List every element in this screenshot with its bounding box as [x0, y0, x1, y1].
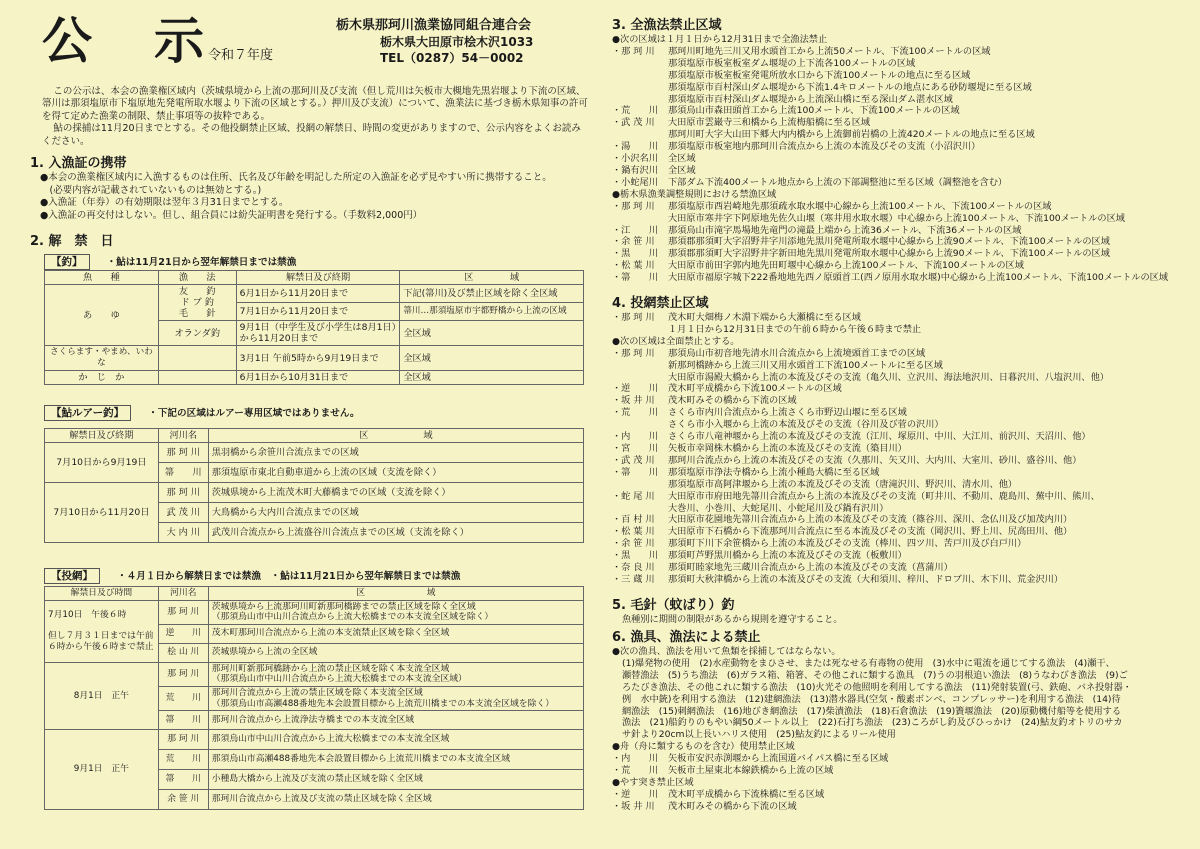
- river-cell: 荒 川: [158, 750, 208, 770]
- column-header: 解禁日及び終期: [236, 271, 400, 285]
- list-item: [612, 443, 1190, 455]
- area-text: 那須烏山市森田頭首工から上流100メートル、下流100メートルの区域: [668, 105, 960, 117]
- area-text: 那須烏山市滝字馬場地先竜門の滝最上端から上流36メートル、下流36メートルの区域: [668, 224, 1022, 236]
- area-text: 大田原市雲巌寺三和橋から上流梅船橋に至る区域: [668, 117, 871, 129]
- list-item: [612, 165, 1190, 177]
- area-text: 全区域: [668, 164, 696, 176]
- list-item: [612, 248, 1190, 260]
- section-heading: 1. 入漁証の携帯: [30, 156, 127, 171]
- table-row: [45, 371, 584, 385]
- list-item: [612, 312, 1190, 324]
- river-name: ・逆 川: [612, 383, 658, 395]
- area-text: 大田原市花園地先箒川合流点から上流の本流及びその支流（篠谷川、深川、念仏川及び加茂内川）: [668, 514, 1073, 526]
- list-item: [612, 153, 1190, 165]
- fishing-label-row: [44, 254, 296, 270]
- fishing-label: 【釣】: [44, 254, 90, 270]
- list-item: [612, 503, 1190, 515]
- area-text: 茂木町大畑梅ノ木淵下端から大瀬橋に至る区域: [668, 312, 861, 323]
- river-name: ・百 村 川: [612, 514, 655, 526]
- text-line: 例 水中銃)を利用する漁法 (12)建網漁法 (13)潜水器具(空気・酸素ボンベ、コンプレッサー)を利用する漁法 (14)待: [622, 693, 1121, 705]
- list-item: [612, 455, 1190, 467]
- list-item: [612, 801, 1190, 813]
- list-item: [612, 419, 1190, 431]
- area-text: 茂木町みその橋から下流の区域: [668, 800, 797, 812]
- area-text: 那須町下川下余笹橋から上流の本流及びその支流（棒川、四ツ川、苦戸川及び白戸川）: [668, 538, 1027, 550]
- table-row: [45, 285, 584, 303]
- list-item: [612, 129, 1190, 141]
- section-fly-fishing: [612, 598, 1190, 626]
- net-table: [44, 586, 584, 810]
- fish-name: か じ か: [45, 371, 159, 385]
- organization-tel: TEL（0287）54－0002: [380, 51, 524, 65]
- lure-note: ・下記の区域はルアー専用区域ではありません。: [148, 408, 360, 419]
- area-text: 那珂川合流点から上流の本流及びその支流（久那川、矢又川、大内川、大室川、砂川、盛谷川、他）: [668, 454, 1082, 466]
- text-line: 網漁法 (15)刺網漁法 (16)地びき網漁法 (17)柴漬漁法 (18)石倉漁法 (19)簀堰漁法 (20)原動機付船等を使用する: [622, 705, 1122, 717]
- area-cell: 茨城県境から上流茂木町大藤橋までの区域（支流を除く）: [208, 483, 583, 503]
- area-text: 那須塩原市板室板室発電所放水口から下流100メートルの地点に至る区域: [668, 69, 971, 81]
- list-item: [612, 82, 1190, 94]
- intro-paragraph: 鮎の採捕は11月20日までとする。その他投網禁止区域、投網の解禁日、時間の変更がありますので、公示内容をよくお読みください。: [42, 123, 581, 147]
- river-cell: 余 笹 川: [158, 790, 208, 810]
- fly-fishing-text: 魚種別に期間の制限があるから規則を遵守すること。: [622, 614, 843, 625]
- area-text: 矢板市安沢赤渕堰から上流国道バイパス橋に至る区域: [668, 753, 889, 765]
- area-text: 茂木町平成橋から下流株橋に至る区域: [668, 788, 825, 800]
- area-cell: 茨城県境から上流那珂川町新那珂橋跡までの禁止区域を除く全区域 （那須烏山市中山川合流点から上流大松橋までの本支流全区域を除く）: [208, 600, 583, 624]
- river-cell: 那 珂 川: [158, 600, 208, 624]
- river-cell: 那 珂 川: [158, 662, 208, 686]
- fiscal-year: 令和７年度: [208, 48, 274, 63]
- river-cell: 荒 川: [158, 686, 208, 710]
- list-item: [612, 538, 1190, 550]
- table-row: [45, 346, 584, 371]
- river-cell: 箒 川: [158, 463, 208, 483]
- area-text: 茂木町みその橋から下流の区域: [668, 395, 797, 407]
- list-item: [612, 383, 1190, 395]
- section-gear-restrictions: [612, 630, 1190, 813]
- method-cell: 友 釣 ド ブ 釣 毛 針: [158, 285, 236, 321]
- river-cell: 逆 川: [158, 624, 208, 643]
- section-lead: ●舟（舟に類するものを含む）使用禁止区域: [612, 741, 795, 753]
- river-name: ・黒 川: [612, 248, 658, 260]
- period-cell: 6月1日から10月31日まで: [236, 371, 400, 385]
- river-name: ・内 川: [612, 431, 658, 443]
- period-cell: 7月10日から11月20日: [45, 483, 159, 543]
- area-text: 大田原市寒井字下阿原地先佐久山堰（寒井用水取水堰）中心線から上流100メートル、下流100メートルの区域: [668, 212, 1125, 224]
- area-text: 那須塩原市百村深山ダム堰堤から下流1.4キロメートルの地点にある砂防堰堤に至る区域: [668, 81, 1032, 93]
- area-cell: 那須烏山市高瀬488番地先本会設置目標から上流荒川橋までの本支流全区域: [208, 750, 583, 770]
- river-name: ・余 笹 川: [612, 236, 655, 248]
- river-name: ・坂 井 川: [612, 800, 655, 812]
- area-text: 那珂川町大字大山田下郷大内内橋から上流御前岩橋の上流420メートルの地点に至る区域: [668, 129, 1035, 141]
- river-name: ・余 笹 川: [612, 538, 655, 550]
- area-cell: 那珂川町新那珂橋跡から上流の禁止区域を除く本支流全区域 （那須烏山市中山川合流点から上流大松橋までの本支流全区域）: [208, 662, 583, 686]
- text-line: ●入漁証（年券）の有効期限は翌年３月31日までとする。: [40, 197, 289, 209]
- area-cell: 箒川…那須塩原市宇都野橋から上流の区域: [400, 303, 584, 321]
- area-cell: 那珂川合流点から上流の禁止区域を除く本支流全区域 （那須烏山市高瀬488番地先本会設置目標から上流荒川橋までの本支流全区域を除く）: [208, 686, 583, 710]
- period-cell: 3月1日 午前5時から9月19日まで: [236, 346, 400, 371]
- list-item: [612, 213, 1190, 225]
- river-name: ・松 葉 川: [612, 260, 655, 272]
- area-text: 大巻川、小巻川、大蛇尾川、小蛇尾川及び鍋有沢川）: [668, 502, 889, 514]
- section-heading: 2. 解 禁 日: [30, 234, 114, 249]
- section-heading: 5. 毛針（蚊ばり）釣: [612, 598, 735, 613]
- area-text: 那須郡那須町大字沼野井字川添地先黒川発電所取水堰中心線から上流90メートル、下流100メートルの区域: [668, 236, 1110, 248]
- list-item: [612, 70, 1190, 82]
- river-name: ・奈 良 川: [612, 562, 655, 574]
- column-header: 区 域: [400, 271, 584, 285]
- lure-table: [44, 428, 584, 543]
- method-cell: オランダ釣: [158, 321, 236, 346]
- river-name: ・松 葉 川: [612, 526, 655, 538]
- river-cell: 那 珂 川: [158, 730, 208, 750]
- organization-name: 栃木県那珂川漁業協同組合連合会: [336, 18, 532, 33]
- section-all-methods-banned: [612, 18, 1190, 284]
- river-cell: 箒 川: [158, 711, 208, 730]
- river-name: ・小沢名川: [612, 153, 658, 165]
- list-item: [612, 753, 1190, 765]
- list-item: [612, 491, 1190, 503]
- section-heading: 6. 漁具、漁法による禁止: [612, 630, 761, 645]
- river-cell: 那 珂 川: [158, 443, 208, 463]
- fish-name: あ ゆ: [45, 285, 159, 346]
- list-item: [612, 105, 1190, 117]
- text-line: ●本会の漁業権区域内に入漁するものは住所、氏名及び年齢を明記した所定の入漁証を必ず見やすい所に携帯すること。: [40, 172, 552, 183]
- table-header: [45, 271, 584, 285]
- fishing-table: [44, 270, 584, 385]
- river-name: ・那 珂 川: [612, 312, 655, 323]
- area-text: 那須塩原市板室地内那珂川合流点から上流の本流及びその支流（小沼沢川）: [668, 141, 981, 153]
- river-name: ・逆 川: [612, 788, 658, 800]
- list-item: [612, 479, 1190, 491]
- list-item: [612, 574, 1190, 586]
- list-item: [612, 272, 1190, 284]
- area-text: 新那珂橋跡から上流三川又用水頭首工下流100メートルに至る区域: [668, 359, 943, 371]
- net-note: ・４月１日から解禁日までは禁漁 ・鮎は11月21日から翌年解禁日までは禁漁: [117, 571, 461, 582]
- list-item: [612, 395, 1190, 407]
- area-cell: 全区域: [400, 346, 584, 371]
- river-cell: 大 内 川: [158, 523, 208, 543]
- area-text: 那須塩原市板室板室ダム堰堤の上下流各100メートルの区域: [668, 57, 916, 69]
- list-item: [612, 324, 1190, 336]
- river-cell: 武 茂 川: [158, 503, 208, 523]
- area-cell: 那珂川合流点から上流浄法寺橋までの本支流全区域: [208, 711, 583, 730]
- column-header: 解禁日及び時間: [45, 587, 159, 601]
- list-item: [612, 141, 1190, 153]
- area-cell: 黒羽橋から余笹川合流点までの区域: [208, 443, 583, 463]
- period-cell: 7月10日 午後６時 但し７月３１日までは午前６時から午後６時まで禁止: [45, 600, 159, 662]
- text-line: ●入漁証の再交付はしない。但し、組合員には紛失証明書を発行する。（手数料2,000円）: [40, 209, 423, 221]
- river-name: ・箒 川: [612, 466, 658, 478]
- list-item: [612, 550, 1190, 562]
- area-text: 大田原市福原字城下222番地地先西ノ原頭首工(西ノ原用水取水堰)中心線から上流100メートル、下流100メートルの区域: [668, 272, 1169, 284]
- list-item: [612, 260, 1190, 272]
- river-name: ・那 珂 川: [612, 347, 655, 359]
- list-item: [612, 372, 1190, 384]
- area-cell: 那珂川合流点から上流及び支流の禁止区域を除く全区域: [208, 790, 583, 810]
- period-cell: 8月1日 正午: [45, 662, 159, 729]
- list-item: [612, 117, 1190, 129]
- river-name: ・湯 川: [612, 141, 658, 153]
- river-name: ・荒 川: [612, 105, 658, 117]
- list-item: [612, 765, 1190, 777]
- area-text: 那珂川町地先三川又用水頭首工から上流50メートル、下流100メートルの区域: [668, 45, 991, 57]
- net-label: 【投網】: [44, 568, 100, 584]
- table-row: [45, 600, 584, 624]
- table-header: [45, 429, 584, 443]
- river-cell: 箒 川: [158, 770, 208, 790]
- organization-address: 栃木県大田原市桧木沢1033: [380, 35, 534, 49]
- section-lead: ●次の漁具、漁法を用いて魚類を採捕してはならない。: [612, 646, 841, 657]
- text-line: 瀬替漁法 (5)うち漁法 (6)ガラス箱、箱箸、その他これに類する漁具 (7)うの羽根追い漁法 (8)うなわびき漁法 (9)ご: [622, 669, 1128, 681]
- column-header: 区 域: [208, 587, 583, 601]
- area-cell: 下記(箒川)及び禁止区域を除く全区域: [400, 285, 584, 303]
- river-cell: 桧 山 川: [158, 643, 208, 662]
- list-item: [612, 94, 1190, 106]
- area-text: 大田原市市府田地先箒川合流点から上流の本流及びその支流（町井川、不動川、鹿島川、蕪中川、熊川、: [668, 490, 1100, 502]
- area-text: 下部ダム下流400メートル地点から上流の下部調整池に至る区域（調整池を含む）: [668, 176, 1008, 188]
- area-cell: 茂木町那珂川合流点から上流の本支流禁止区域を除く全区域: [208, 624, 583, 643]
- river-name: ・蛇 尾 川: [612, 490, 655, 502]
- river-name: ・小蛇尾川: [612, 176, 658, 188]
- period-cell: 6月1日から11月20日まで: [236, 285, 400, 303]
- area-text: １月１日から12月31日までの午前６時から午後６時まで禁止: [668, 323, 922, 335]
- area-cell: 武茂川合流点から上流盛谷川合流点までの区域（支流を除く）: [208, 523, 583, 543]
- lure-label: 【鮎ルアー釣】: [44, 405, 131, 421]
- area-text: 大田原市前田字郭内地先田町堰中心線から上流100メートル、下流100メートルの区域: [668, 260, 1024, 272]
- text-line: サ針より20cm以上長いハリス使用 (25)鮎友釣によるリール使用: [622, 729, 896, 741]
- column-header: 区 域: [208, 429, 583, 443]
- organization-block: [336, 18, 533, 66]
- area-text: 那須塩原市高阿津堰から上流の本流及びその支流（唐滝沢川、野沢川、清水川、他）: [668, 478, 1018, 490]
- list-item: [612, 348, 1190, 360]
- river-cell: 那 珂 川: [158, 483, 208, 503]
- area-text: 那須町睦家地先三蔵川合流点から上流の本流及びその支流（菖蒲川）: [668, 562, 953, 574]
- area-text: 大田原市下石橋から下流那珂川合流点に至る本流及びその支流（岡沢川、野上川、尻高田川、他）: [668, 526, 1073, 538]
- area-text: さくら市小入堰から上流の本流及びその支流（谷川及び菅の沢川）: [668, 419, 944, 431]
- river-name: ・内 川: [612, 753, 658, 765]
- fish-name: さくらます・やまめ、いわな: [45, 346, 159, 371]
- section-lead: ●やす突き禁止区域: [612, 776, 694, 788]
- list-item: [612, 236, 1190, 248]
- period-cell: 7月1日から11月20日まで: [236, 303, 400, 321]
- column-header: 河川名: [158, 429, 208, 443]
- text-line: (必要内容が記載されていないものは無効とする。): [40, 184, 262, 196]
- list-item: [612, 562, 1190, 574]
- list-item: [612, 225, 1190, 237]
- river-name: ・宮 川: [612, 442, 658, 454]
- table-row: [45, 662, 584, 686]
- area-text: 那須塩原市百村深山ダム堰堤から上流深山橋に至る深山ダム湛水区域: [668, 93, 953, 105]
- text-line: ろたびき漁法、その他これに類する漁法 (10)火光その他照明を利用してする漁法 (11)発射装置(弓、鉄砲、バネ投射器・: [622, 681, 1132, 693]
- list-item: [612, 201, 1190, 213]
- list-item: [612, 431, 1190, 443]
- river-name: ・黒 川: [612, 550, 658, 562]
- area-cell: 全区域: [400, 371, 584, 385]
- text-line: 漁法 (21)船釣りのもやい綱50メートル以上 (22)石打ち漁法 (23)ころがし釣及びひっかけ (24)鮎友釣オトリのサカ: [622, 717, 1123, 729]
- river-name: ・武 茂 川: [612, 117, 655, 129]
- column-header: 漁 法: [158, 271, 236, 285]
- table-header: [45, 587, 584, 601]
- river-name: ・箒 川: [612, 272, 658, 284]
- area-cell: 那須塩原市東北自動車道から上流の区域（支流を除く）: [208, 463, 583, 483]
- area-text: 那須郡那須町大字沼野井字新田地先黒川発電所取水堰中心線から上流90メートル、下流100メートルの区域: [668, 248, 1110, 260]
- river-name: ・荒 川: [612, 765, 658, 777]
- period-cell: 9月1日 正午: [45, 730, 159, 810]
- area-text: さくら市八竜神堰から上流の本流及びその支流（江川、塚原川、中川、大江川、前沢川、天沼川、他）: [668, 431, 1091, 443]
- period-cell: 9月1日（中学生及び小学生は8月1日）から11月20日まで: [236, 321, 400, 346]
- list-item: [612, 467, 1190, 479]
- period-cell: 7月10日から9月19日: [45, 443, 159, 483]
- river-name: ・武 茂 川: [612, 454, 655, 466]
- list-item: [612, 360, 1190, 372]
- lure-label-row: [44, 405, 360, 421]
- list-item: [612, 407, 1190, 419]
- area-text: 那須塩原市西岩崎地先那須疏水取水堰中心線から上流100メートル、下流100メートルの区域: [668, 200, 1052, 212]
- river-name: ・江 川: [612, 224, 658, 236]
- area-cell: 大鳥橋から大内川合流点までの区域: [208, 503, 583, 523]
- list-item: [612, 526, 1190, 538]
- list-item: [612, 177, 1190, 189]
- river-name: ・那 珂 川: [612, 45, 655, 57]
- section-heading: 4. 投網禁止区域: [612, 296, 709, 311]
- area-text: 矢板市幸岡株木橋から上流の本流及びその支流（築目川）: [668, 442, 907, 454]
- river-name: ・鍋有沢川: [612, 164, 658, 176]
- area-cell: 那須烏山市中山川合流点から上流大松橋までの本支流全区域: [208, 730, 583, 750]
- net-label-row: [44, 568, 460, 584]
- river-name: ・三 蔵 川: [612, 573, 655, 585]
- area-cell: 小種島大橋から上流及び支流の禁止区域を除く全区域: [208, 770, 583, 790]
- area-text: 全区域: [668, 153, 696, 165]
- table-row: [45, 483, 584, 503]
- area-text: 那須町大秋津橋から上流の本流及びその支流（大和須川、梓川、ドロブ川、木下川、荒金沢川）: [668, 573, 1064, 585]
- column-header: 解禁日及び終期: [45, 429, 159, 443]
- fishing-note: ・鮎は11月21日から翌年解禁日までは禁漁: [106, 257, 297, 268]
- list-item: [612, 58, 1190, 70]
- list-item: [612, 514, 1190, 526]
- section-net-banned: [612, 296, 1190, 586]
- section-entry-permit: [30, 156, 590, 222]
- column-header: 河川名: [158, 587, 208, 601]
- column-header: 魚 種: [45, 271, 159, 285]
- area-text: 茂木町平成橋から下流100メートルの区域: [668, 383, 842, 395]
- intro-paragraph: この公示は、本会の漁業権区域内（茨城県境から上流の那珂川及び支流（但し荒川は矢板市大槻地先黒岩堰より下流の区域、箒川は那須塩原市下塩原地先発電所取水堰より下流の区域とする。）押川及び支流）について、漁業法に基づき栃木県知事の許可を得て定めた漁業の制限、禁止事項等の抜粋である。: [42, 86, 588, 122]
- page-title: 公 示: [42, 11, 210, 70]
- river-name: ・坂 井 川: [612, 395, 655, 407]
- text-line: (1)爆発物の使用 (2)水産動物をまひさせ、または死なせる有毒物の使用 (3)水中に電流を通じてする漁法 (4)瀬干、: [622, 657, 1115, 669]
- list-item: [612, 46, 1190, 58]
- table-row: [45, 730, 584, 750]
- river-name: ・那 珂 川: [612, 200, 655, 212]
- section-lead: ●栃木県漁業調整規則における禁漁区域: [612, 188, 777, 200]
- area-text: 那須塩原市浄法寺橋から上流小種島大橋に至る区域: [668, 466, 880, 478]
- area-text: 那須町芦野黒川橋から上流の本流及びその支流（板敷川）: [668, 550, 907, 562]
- area-cell: 全区域: [400, 321, 584, 346]
- section-lead: ●次の区域は１月１日から12月31日まで全漁法禁止: [612, 34, 828, 45]
- river-name: ・荒 川: [612, 407, 658, 419]
- section-open-season: [30, 234, 114, 250]
- intro-text: [42, 86, 588, 148]
- area-text: さくら市内川合流点から上流さくら市野辺山堰に至る区域: [668, 407, 907, 419]
- area-text: 矢板市土屋東北本線鉄橋から上流の区域: [668, 765, 834, 777]
- list-item: [612, 789, 1190, 801]
- area-text: 那須烏山市初音地先清水川合流点から上流境頭首工までの区域: [668, 347, 926, 359]
- area-cell: 茨城県境から上流の全区域: [208, 643, 583, 662]
- section-heading: 3. 全漁法禁止区域: [612, 18, 722, 33]
- table-row: [45, 443, 584, 463]
- area-text: 大田原市湯殿大橋から上流の本流及びその支流（亀久川、立沢川、海法地沢川、日暮沢川、八塩沢川、他）: [668, 371, 1109, 383]
- section-lead: ●次の区域は全面禁止とする。: [612, 335, 740, 347]
